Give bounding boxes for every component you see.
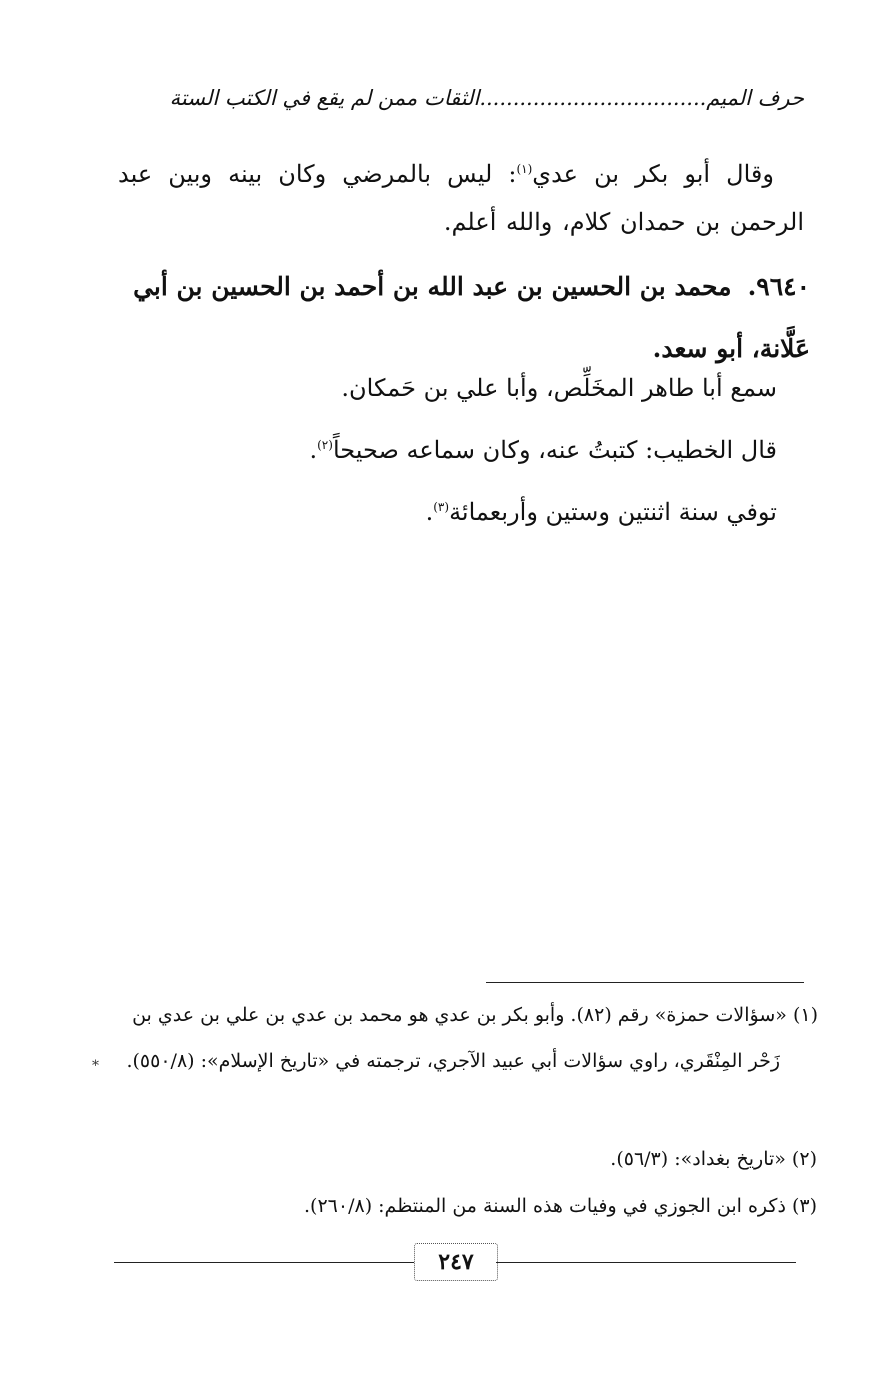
entry-name: محمد بن الحسين بن عبد الله بن أحمد بن الحسين بن أبي عَلَّانة، أبو سعد.: [133, 272, 810, 363]
bottom-rule-left: [114, 1262, 414, 1263]
bottom-rule-right: [496, 1262, 796, 1263]
running-head-book-title: الثقات ممن لم يقع في الكتب الستة: [169, 86, 480, 110]
paragraph-1-text-after: : ليس بالمرضي وكان بينه وبين عبد الرحمن بن حمدان كلام، والله أعلم.: [118, 160, 804, 236]
entry-line-2-text: قال الخطيب: كتبتُ عنه، وكان سماعه صحيحاً: [332, 436, 777, 464]
footnote-separator: [486, 982, 804, 983]
entry-line-khatib: [309, 436, 777, 464]
running-head-dots: ..................................: [479, 86, 707, 110]
entry-line-heard-from: سمع أبا طاهر المخَلِّص، وأبا علي بن حَمكان.: [341, 374, 777, 402]
running-head: [128, 86, 804, 120]
entry-line-2-end: .: [309, 436, 318, 464]
running-head-chapter: حرف الميم: [706, 86, 804, 110]
entry-line-3-text: توفي سنة اثنتين وستين وأربعمائة: [449, 498, 777, 526]
margin-mark: *: [92, 1058, 99, 1074]
entry-line-death: [426, 498, 777, 526]
entry-line-3-end: .: [425, 498, 434, 526]
footnote-1: [118, 992, 818, 1084]
footnote-3: (٣) ذكره ابن الجوزي في وفيات هذه السنة من المنتظم: (٢٦٠/٨).: [304, 1195, 817, 1217]
footnote-1-main: (١) «سؤالات حمزة» رقم (٨٢). وأبو بكر بن عدي هو محمد بن عدي بن علي بن عدي بن: [132, 1004, 818, 1026]
page-number: ٢٤٧: [414, 1243, 498, 1281]
footnote-marker-2[interactable]: (٢): [317, 438, 333, 452]
footnote-1-continuation: زَحْر المِنْقَري، راوي سؤالات أبي عبيد الآجري، ترجمته في «تاريخ الإسلام»: (٥٥٠/٨).: [126, 1050, 780, 1072]
biography-entry-heading: [110, 256, 810, 380]
paragraph-1-text: وقال أبو بكر بن عدي: [532, 160, 774, 188]
footnote-marker-1[interactable]: (١): [516, 162, 533, 176]
paragraph-ibn-adi: [118, 145, 804, 246]
footnote-2: (٢) «تاريخ بغداد»: (٥٦/٣).: [610, 1148, 817, 1170]
footnote-marker-3[interactable]: (٣): [433, 500, 450, 514]
entry-number: ٩٦٤٠.: [747, 272, 810, 301]
